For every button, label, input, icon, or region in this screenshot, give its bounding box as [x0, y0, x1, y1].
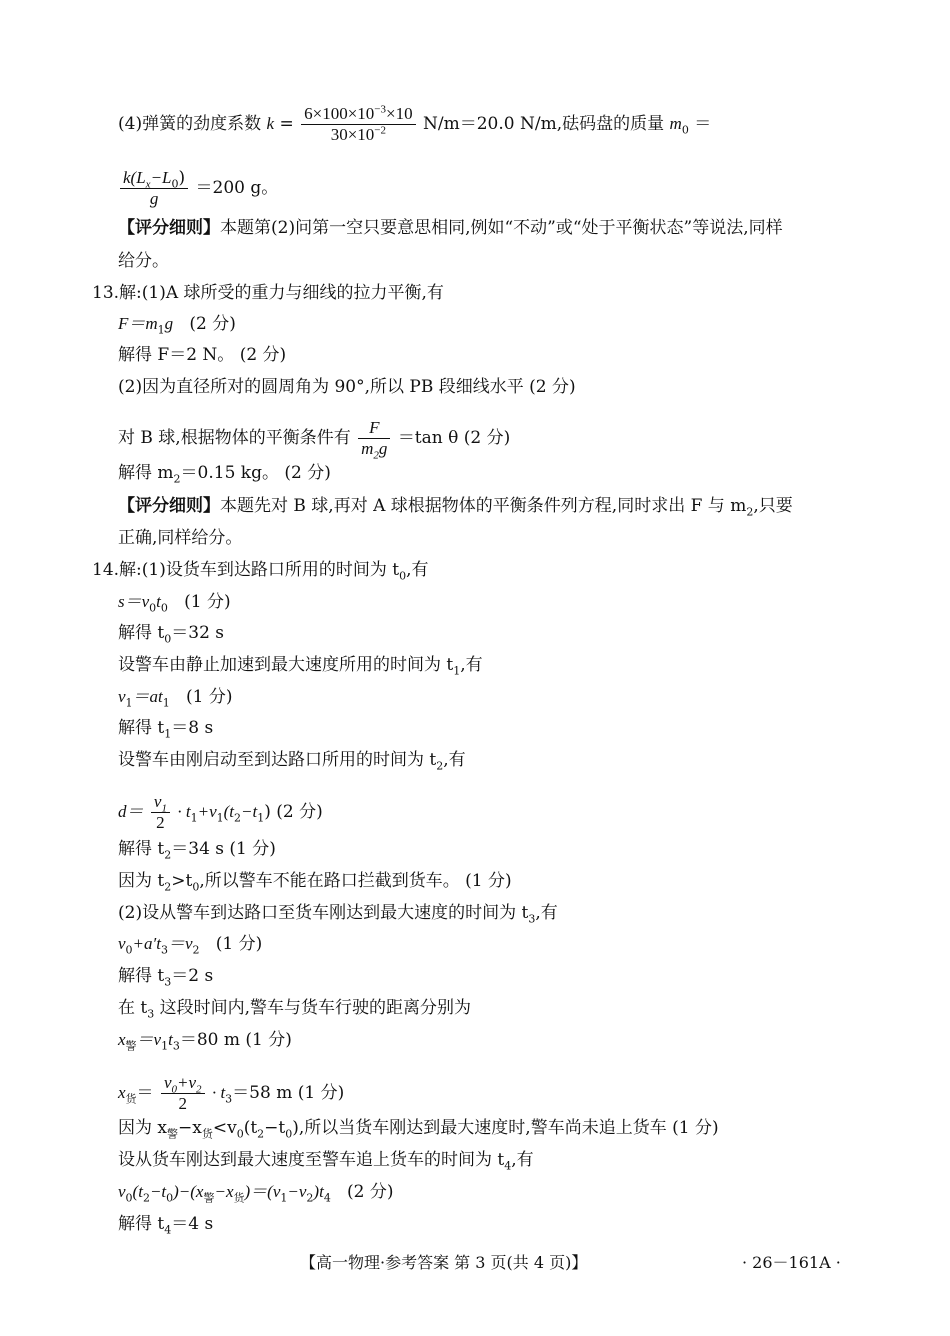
m0-frac-den: g: [149, 189, 159, 208]
q13-line3: 解得 F＝2 N。 (2 分): [118, 345, 287, 365]
q14-line11: (2)设从警车到达路口至货车刚达到最大速度的时间为 $t_3$,有: [118, 903, 558, 926]
q14-line17: 因为 $x_警-x_货<v_0(t_2-t_0)$,所以当货车刚达到最大速度时,警车尚未追上货车 (1 分): [118, 1118, 719, 1141]
note1-text-2: 给分。: [118, 251, 169, 271]
q13-line2: $F=m_1g$ (2 分): [118, 314, 236, 337]
q14-line8: d＝ $\frac{v_1}{2}$ · $t_1+v_1(t_2-t_1)$ (2 分): [118, 792, 323, 832]
p4-line2: [118, 168, 278, 209]
q14-line3: 解得 $t_0=32$ s: [118, 623, 225, 646]
q14-line5: $v_1=at_1$ (1 分): [118, 687, 233, 710]
q14-line2: $s=v_0t_0$ (1 分): [118, 592, 231, 615]
var-m0: m: [669, 114, 682, 133]
q13-line4: (2)因为直径所对的圆周角为 90°,所以 PB 段细线水平 (2 分): [118, 377, 576, 397]
p4-line1: (4)弹簧的劲度系数 k = $\frac{6\times 100\times 10^{-3}\times 10}{30\times 10^{-2}}$ N/m＝20.0 N/m,砝码盘的质量 $m_0$ ＝: [118, 103, 712, 144]
note2-line2: 正确,同样给分。: [118, 528, 243, 548]
footer-code: · 26－161A ·: [742, 1253, 841, 1272]
q14-line6: 解得 $t_1=8$ s: [118, 718, 214, 741]
q14-d-fraction: $\frac{v_1}{2}$: [151, 792, 170, 833]
eq-sign-2: ＝: [694, 114, 712, 134]
q13-fraction: $\frac{F}{m_2g}$: [358, 418, 390, 459]
q14-line9: 解得 $t_2=34$ s (1 分): [118, 839, 276, 862]
note2-tag: 【评分细则】: [118, 496, 220, 516]
q14-line4: 设警车由静止加速到最大速度所用的时间为 $t_1$,有: [118, 655, 483, 678]
k-frac-den: $30\times 10^{-2}$: [330, 124, 387, 144]
q14-line14: 在 $t_3$ 这段时间内,警车与货车行驶的距离分别为: [118, 998, 472, 1021]
note1-tag: 【评分细则】: [118, 218, 220, 238]
q14-line12: $v_0+a't_3=v_2$ (1 分): [118, 934, 263, 957]
note1-line2: [118, 249, 169, 273]
var-k: k: [266, 114, 275, 133]
q13-line5: 对 B 球,根据物体的平衡条件有 $\frac{F}{m_2g}$ ＝tan θ (2 分): [118, 418, 511, 462]
q14-line18: 设从货车刚达到最大速度至警车追上货车的时间为 $t_4$,有: [118, 1150, 534, 1173]
q14-line1: 14.解:(1)设货车到达路口所用的时间为 $t_0$,有: [92, 560, 429, 583]
m0-frac-num: $k(L_x-L_0)$: [120, 168, 188, 189]
eq-sign: =: [279, 114, 294, 134]
note1-text: 本题第(2)问第一空只要意思相同,例如“不动”或“处于平衡状态”等说法,同样: [220, 218, 783, 238]
k-fraction: [301, 104, 416, 145]
p4-unit-text: N/m＝20.0 N/m,砝码盘的质量: [423, 114, 665, 134]
q14-line13: 解得 $t_3=2$ s: [118, 966, 214, 989]
q14-line16: $x_货=$ $\frac{v_0+v_2}{2}$ · $t_3=58$ m (1 分): [118, 1073, 345, 1113]
note1-line1: [118, 216, 783, 240]
q14-line15: $x_警=v_1t_3=80$ m (1 分): [118, 1030, 292, 1053]
q14-line19: $v_0(t_2-t_0)-(x_警-x_货)=(v_1-v_2)t_4$ (2 分): [118, 1182, 394, 1205]
q13-line6: 解得 $m_2=0.15$ kg。 (2 分): [118, 463, 331, 486]
k-frac-num: $6\times 100\times 10^{-3}\times 10$: [301, 104, 416, 125]
q14-line20: 解得 $t_4=4$ s: [118, 1214, 214, 1237]
q14-line10: 因为 $t_2>t_0$,所以警车不能在路口拦截到货车。 (1 分): [118, 871, 512, 894]
p4-text: (4)弹簧的劲度系数: [118, 114, 262, 134]
q13-line1: 13.解:(1)A 球所受的重力与细线的拉力平衡,有: [92, 283, 444, 303]
q14-x-fraction: $\frac{v_0+v_2}{2}$: [161, 1073, 205, 1114]
m0-result: ＝200 g。: [195, 178, 279, 198]
footer-page-info: 【高一物理·参考答案 第 3 页(共 4 页)】: [300, 1253, 588, 1272]
note2-line1: 【评分细则】本题先对 B 球,再对 A 球根据物体的平衡条件列方程,同时求出 F 与 $m_2$,只要: [118, 496, 793, 519]
q14-line7: 设警车由刚启动至到达路口所用的时间为 $t_2$,有: [118, 750, 466, 773]
m0-fraction: [120, 168, 188, 209]
